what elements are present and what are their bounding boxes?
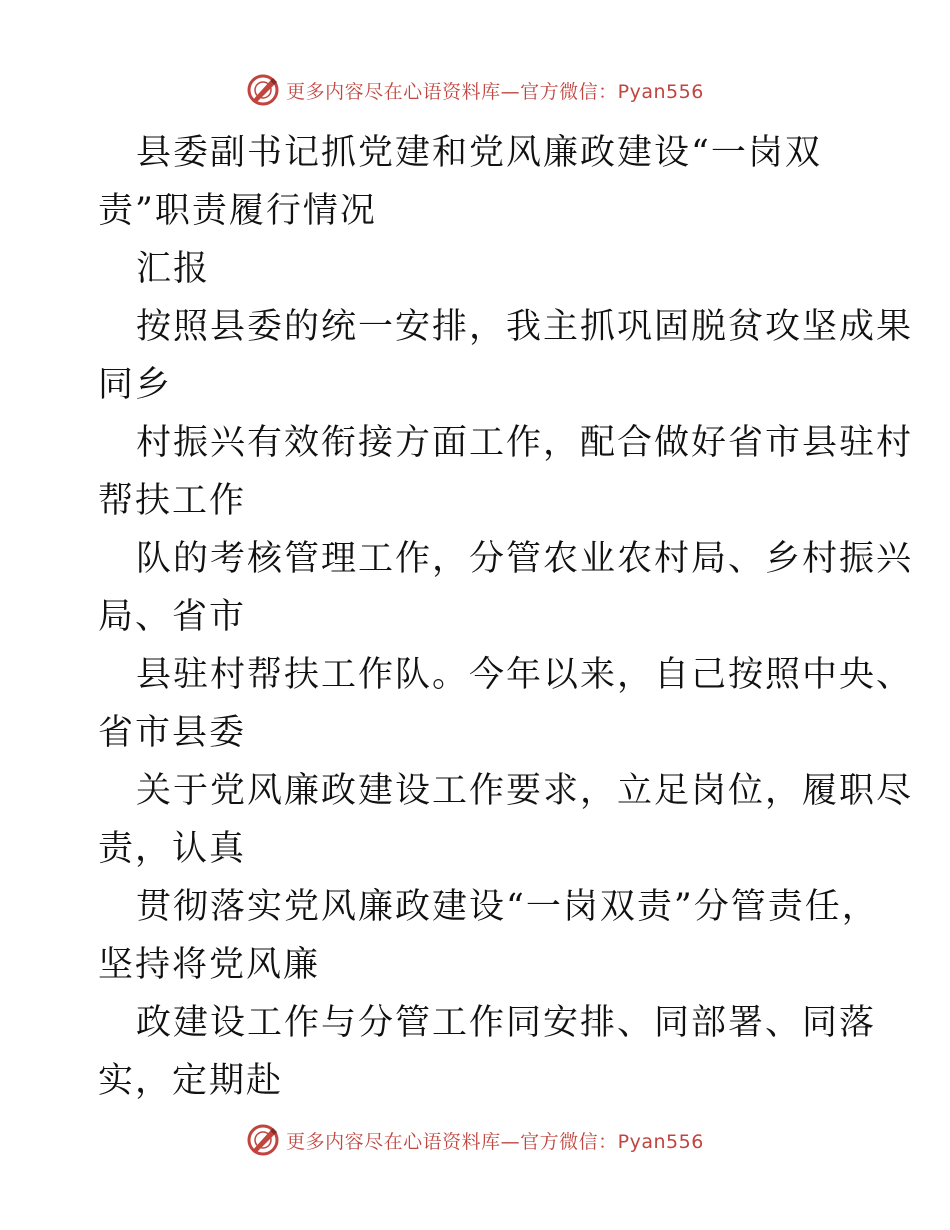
text-line: 关于党风廉政建设工作要求，立足岗位，履职尽: [136, 771, 914, 811]
text-line: 实，定期赴: [98, 1061, 284, 1101]
text-line: 村振兴有效衔接方面工作，配合做好省市县驻村: [136, 423, 914, 463]
text-line: 同乡: [98, 365, 173, 405]
footer-watermark: [0, 1120, 950, 1160]
text-line: 汇报: [136, 249, 211, 289]
text-line: 帮扶工作: [98, 481, 247, 521]
text-line: 省市县委: [98, 713, 247, 753]
text-line: 责，认真: [98, 829, 247, 869]
watermark-text: 更多内容尽在心语资料库—官方微信：Pyan556: [286, 1130, 704, 1153]
pen-logo-icon: [246, 73, 280, 107]
text-line: 县委副书记抓党建和党风廉政建设“一岗双: [136, 133, 822, 173]
header-watermark: [0, 70, 950, 110]
pen-logo-icon: [246, 1123, 280, 1157]
text-line: 责”职责履行情况: [98, 191, 377, 231]
text-line: 坚持将党风廉: [98, 945, 321, 985]
watermark-text: 更多内容尽在心语资料库—官方微信：Pyan556: [286, 80, 704, 103]
text-line: 队的考核管理工作，分管农业农村局、乡村振兴: [136, 539, 914, 579]
text-line: 局、省市: [98, 597, 247, 637]
text-line: 贯彻落实党风廉政建设“一岗双责”分管责任，: [136, 887, 879, 927]
text-line: 县驻村帮扶工作队。今年以来，自己按照中央、: [136, 655, 914, 695]
text-line: 按照县委的统一安排，我主抓巩固脱贫攻坚成果: [136, 307, 914, 347]
document-body: [98, 124, 914, 1110]
text-line: 政建设工作与分管工作同安排、同部署、同落: [136, 1003, 877, 1043]
